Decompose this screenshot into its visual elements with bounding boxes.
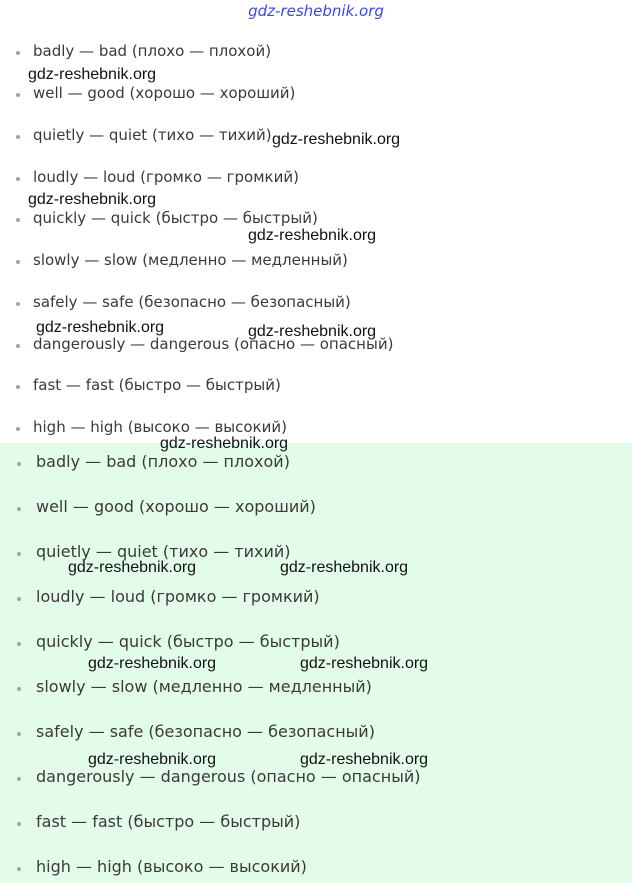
list-item bbox=[36, 677, 372, 696]
list-item bbox=[33, 126, 272, 144]
header-watermark: gdz-reshebnik.org bbox=[248, 2, 384, 20]
list-item-text: badly — bad (плохо — плохой) bbox=[33, 42, 272, 60]
list-item-text: loudly — loud (громко — громкий) bbox=[36, 587, 320, 606]
watermark: gdz-reshebnik.org bbox=[68, 559, 197, 576]
bullet-icon bbox=[17, 822, 21, 826]
list-item-text: quickly — quick (быстро — быстрый) bbox=[33, 209, 318, 227]
list-item bbox=[36, 722, 375, 741]
bullet-icon bbox=[17, 552, 21, 556]
list-item-text: high — high (высоко — высокий) bbox=[36, 857, 307, 876]
list-item-text: slowly — slow (медленно — медленный) bbox=[33, 251, 348, 269]
list-item bbox=[33, 168, 299, 186]
watermark: gdz-reshebnik.org bbox=[28, 66, 157, 83]
watermark: gdz-reshebnik.org bbox=[28, 191, 157, 208]
bullet-icon bbox=[16, 135, 20, 139]
list-item bbox=[36, 812, 300, 831]
list-item-text: fast — fast (быстро — быстрый) bbox=[36, 812, 301, 831]
bullet-icon bbox=[16, 218, 20, 222]
bullet-icon bbox=[17, 687, 21, 691]
list-item-text: quietly — quiet (тихо — тихий) bbox=[33, 126, 272, 144]
watermark: gdz-reshebnik.org bbox=[36, 319, 165, 336]
list-item-text: loudly — loud (громко — громкий) bbox=[33, 168, 299, 186]
bullet-icon bbox=[17, 462, 21, 466]
bullet-icon bbox=[17, 507, 21, 511]
bullet-icon bbox=[16, 302, 20, 306]
bullet-icon bbox=[16, 93, 20, 97]
bullet-icon bbox=[17, 597, 21, 601]
list-item bbox=[33, 293, 351, 311]
bullet-icon bbox=[17, 867, 21, 871]
list-item bbox=[36, 767, 420, 786]
list-item-text: quickly — quick (быстро — быстрый) bbox=[36, 632, 340, 651]
bullet-icon bbox=[17, 642, 21, 646]
list-item-text: well — good (хорошо — хороший) bbox=[36, 497, 316, 516]
watermark: gdz-reshebnik.org bbox=[300, 751, 429, 768]
list-item-text: high — high (высоко — высокий) bbox=[33, 418, 287, 436]
list-item-text: safely — safe (безопасно — безопасный) bbox=[33, 293, 351, 311]
list-item bbox=[36, 632, 340, 651]
bullet-icon bbox=[16, 177, 20, 181]
list-item bbox=[36, 587, 320, 606]
watermark: gdz-reshebnik.org bbox=[272, 131, 401, 148]
bullet-icon bbox=[16, 427, 20, 431]
bullet-icon bbox=[16, 385, 20, 389]
list-item bbox=[36, 497, 316, 516]
watermark: gdz-reshebnik.org bbox=[248, 323, 377, 340]
watermark: gdz-reshebnik.org bbox=[248, 227, 377, 244]
watermark: gdz-reshebnik.org bbox=[160, 435, 289, 452]
list-item-text: well — good (хорошо — хороший) bbox=[33, 84, 296, 102]
bullet-icon bbox=[16, 260, 20, 264]
list-item-text: fast — fast (быстро — быстрый) bbox=[33, 376, 281, 394]
list-item bbox=[33, 84, 295, 102]
bullet-icon bbox=[16, 51, 20, 55]
list-item-text: quietly — quiet (тихо — тихий) bbox=[36, 542, 291, 561]
list-item bbox=[33, 418, 287, 436]
list-item bbox=[33, 251, 348, 269]
list-item-text: slowly — slow (медленно — медленный) bbox=[36, 677, 372, 696]
list-item bbox=[33, 376, 281, 394]
list-item-text: dangerously — dangerous (опасно — опасный) bbox=[33, 335, 394, 353]
bullet-icon bbox=[16, 344, 20, 348]
list-item-text: safely — safe (безопасно — безопасный) bbox=[36, 722, 375, 741]
list-item-text: dangerously — dangerous (опасно — опасный) bbox=[36, 767, 421, 786]
list-item bbox=[36, 452, 290, 471]
watermark: gdz-reshebnik.org bbox=[280, 559, 409, 576]
bullet-icon bbox=[17, 777, 21, 781]
bullet-icon bbox=[17, 732, 21, 736]
list-item bbox=[33, 209, 318, 227]
list-item bbox=[33, 42, 271, 60]
list-item-text: badly — bad (плохо — плохой) bbox=[36, 452, 290, 471]
watermark: gdz-reshebnik.org bbox=[300, 655, 429, 672]
watermark: gdz-reshebnik.org bbox=[88, 655, 217, 672]
list-item bbox=[36, 857, 307, 876]
watermark: gdz-reshebnik.org bbox=[88, 751, 217, 768]
